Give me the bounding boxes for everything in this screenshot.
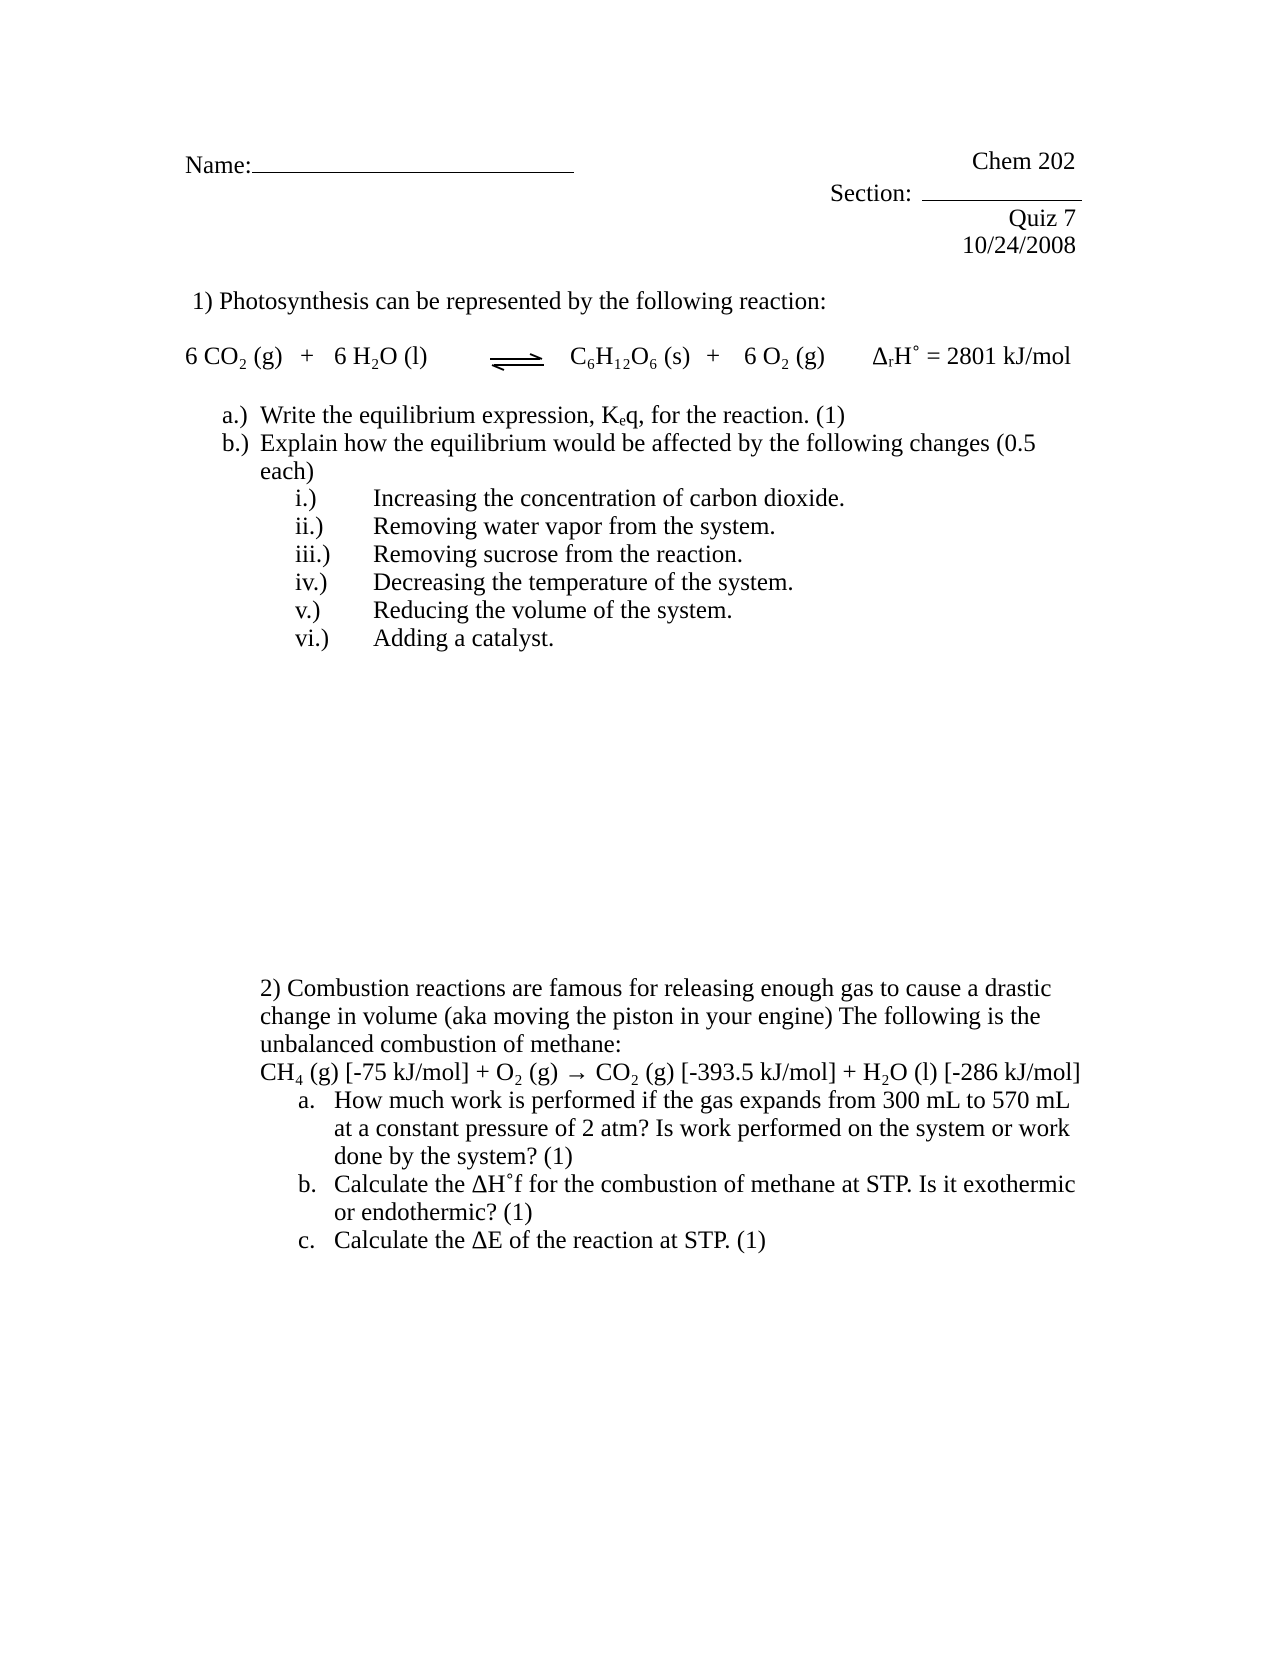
q2-part-a-text-1: How much work is performed if the gas expands from 300 mL to 570 mL (334, 1087, 1071, 1114)
q2-part-b-text-1: Calculate the ΔH˚f for the combustion of methane at STP. Is it exothermic (334, 1171, 1076, 1198)
q1-prompt: 1) Photosynthesis can be represented by the following reaction: (192, 288, 827, 315)
q1-product-glucose: C₆H₁₂O₆ (s) (570, 343, 691, 370)
q2-part-c-label: c. (298, 1227, 316, 1254)
q1-part-b-text-2: each) (260, 458, 315, 485)
q1-reactant-h2o: 6 H₂O (l) (334, 343, 428, 370)
q2-part-a-text-2: at a constant pressure of 2 atm? Is work performed on the system or work (334, 1115, 1070, 1142)
course-title: Chem 202 (972, 148, 1076, 175)
q1-product-o2: 6 O₂ (g) (744, 343, 825, 370)
q2-part-a-label: a. (298, 1087, 316, 1114)
q1-part-b-label: b.) (222, 430, 250, 457)
section-field-row (830, 176, 1082, 208)
list-item: iii.) Removing sucrose from the reaction. (295, 541, 744, 568)
q2-part-c-text: Calculate the ΔE of the reaction at STP. (1) (334, 1227, 766, 1254)
list-item: ii.) Removing water vapor from the system. (295, 513, 776, 540)
list-item: v.) Reducing the volume of the system. (295, 597, 733, 624)
q1-part-a-label: a.) (222, 402, 248, 429)
name-field-row (185, 148, 574, 180)
q1-enthalpy: ΔᵣH˚ = 2801 kJ/mol (872, 343, 1072, 370)
q2-equation: CH₄ (g) [-75 kJ/mol] + O₂ (g) → CO₂ (g) [-393.5 kJ/mol] + H₂O (l) [-286 kJ/mol] (260, 1059, 1081, 1086)
q2-part-a-text-3: done by the system? (1) (334, 1143, 573, 1170)
list-item: vi.) Adding a catalyst. (295, 625, 555, 652)
q1-part-b-text-1: Explain how the equilibrium would be affected by the following changes (0.5 (260, 430, 1036, 457)
q2-part-b-text-2: or endothermic? (1) (334, 1199, 533, 1226)
q1-plus-1: + (300, 343, 315, 370)
q2-intro-3: unbalanced combustion of methane: (260, 1031, 622, 1058)
list-item: i.) Increasing the concentration of carbon dioxide. (295, 485, 846, 512)
q2-intro-2: change in volume (aka moving the piston in your engine) The following is the (260, 1003, 1041, 1030)
q1-reactant-co2: 6 CO₂ (g) (185, 343, 283, 370)
section-label: Section: (830, 180, 912, 207)
q1-plus-2: + (706, 343, 721, 370)
list-item: iv.) Decreasing the temperature of the system. (295, 569, 794, 596)
name-label: Name: (185, 152, 252, 179)
quiz-title: Quiz 7 (1008, 205, 1076, 232)
equilibrium-arrow-icon (488, 350, 546, 378)
q2-part-b-label: b. (298, 1171, 317, 1198)
quiz-date: 10/24/2008 (962, 232, 1076, 259)
q1-changes-list (295, 485, 845, 653)
q1-part-a-text: Write the equilibrium expression, Kₑq, for the reaction. (1) (260, 402, 846, 429)
name-blank-line[interactable] (252, 148, 574, 173)
q2-intro-1: 2) Combustion reactions are famous for releasing enough gas to cause a drastic (260, 975, 1052, 1002)
section-blank-line[interactable] (922, 176, 1082, 201)
